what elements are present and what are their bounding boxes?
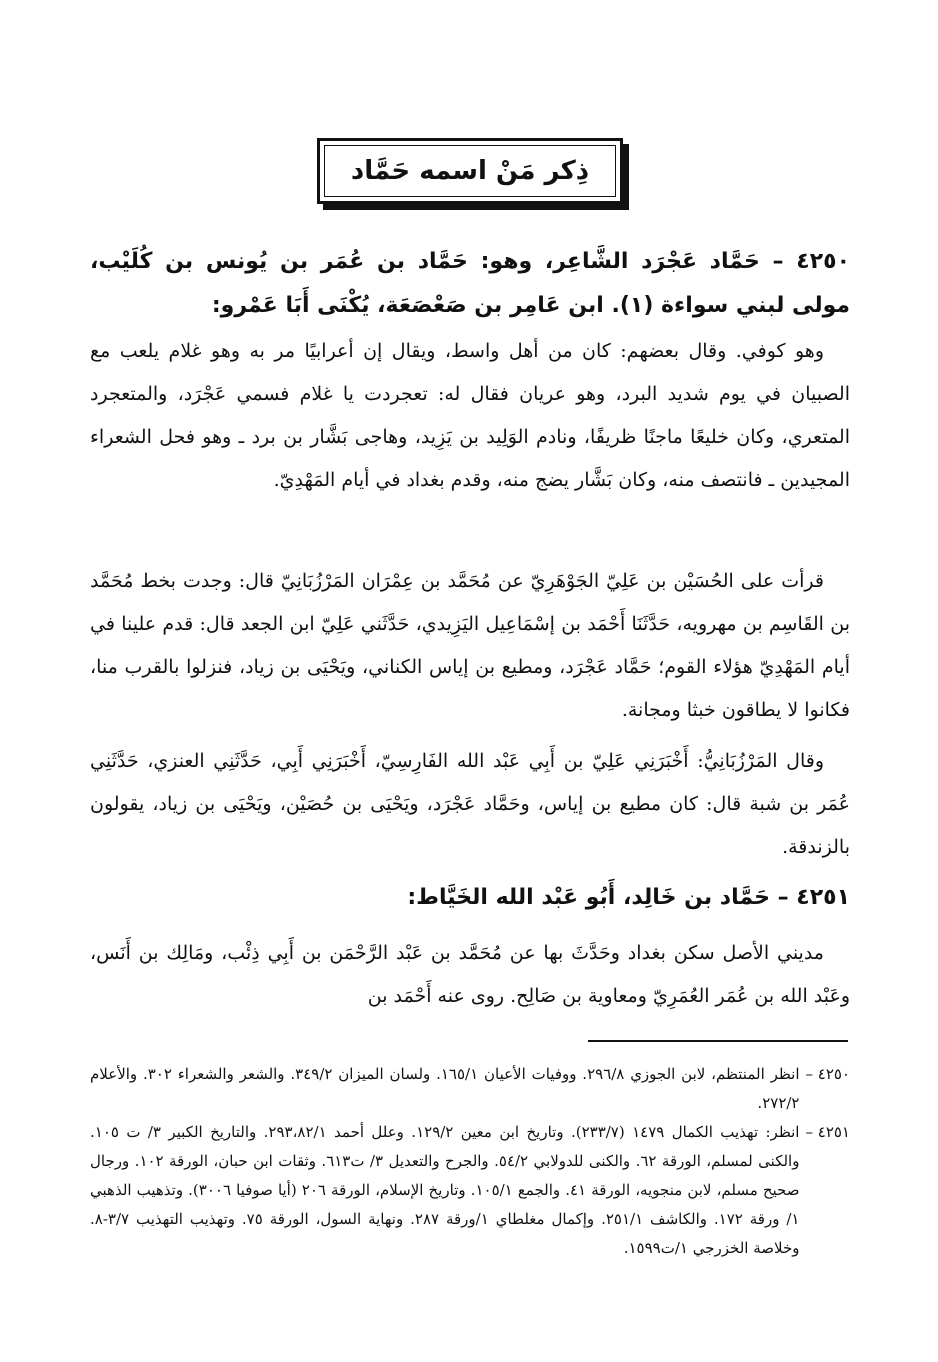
entry-title-4250: ٤٢٥٠ – حَمَّاد عَجْرَد الشَّاعِر، وهو: حَمَّاد بن عُمَر بن يُونس بن كُلَيْب، مولى لبني سواءة (١). ابن عَامِر بن صَعْصَعَة، يُكْنَى أَبَا عَمْرو: [90,249,850,318]
entry-4250-paragraph-2: قرأت على الحُسَيْن بن عَلِيّ الجَوْهَرِيّ عن مُحَمَّد بن عِمْرَان المَرْزُبَانِيّ قال: وجدت بخط مُحَمَّد بن القَاسِم بن مهرويه، حَدَّثَنَا أَحْمَد بن إسْمَاعِيل اليَزِيدي، حَدَّثَني عَلِيّ ابن الجعد قال: قدم علينا في أيام المَهْدِيّ هؤلاء القوم؛ حَمَّاد عَجْرَد، ومطيع بن إياس الكناني، ويَحْيَى بن زياد، فنزلوا بالقرب منا، فكانوا لا يطاقون خبثا ومجانة. [90,570,850,721]
section-heading-wrap [90,138,850,204]
entry-4250-paragraph-1: وهو كوفي. وقال بعضهم: كان من أهل واسط، ويقال إن أعرابيًا مر به وهو غلام يلعب مع الصبيان في يوم شديد البرد، وهو عريان فقال له: تعجردت يا غلام فسمي عَجْرَد، والمتعجرد المتعري، وكان خليعًا ماجنًا ظريفًا، ونادم الوَلِيد بن يَزِيد، وهاجى بَشَّار بن برد ـ وهو فحل الشعراء المجيدين ـ فانتصف منه، وكان بَشَّار يضج منه، وقدم بغداد في أيام المَهْدِيّ. [90,340,850,491]
section-heading: ذِكر مَنْ اسمه حَمَّاد [324,145,616,197]
entry-4250-paragraph-3: وقال المَرْزُبَانِيُّ: أَخْبَرَنِي عَلِيّ بن أَبِي عَبْد الله الفَارِسِيّ، أَخْبَرَنِي أَبِي، حَدَّثَنِي العنزي، حَدَّثَنِي عُمَر بن شبة قال: كان مطيع بن إياس، وحَمَّاد عَجْرَد، ويَحْيَى بن حُصَيْن، ويَحْيَى بن زياد، يقولون بالزندقة. [90,750,850,858]
footnotes [90,1060,850,1263]
footnote-number: ٤٢٥١ – [805,1123,850,1141]
footnote-number: ٤٢٥٠ – [805,1065,850,1083]
footnote-text: انظر المنتظم، لابن الجوزي ٢٩٦/٨. ووفيات الأعيان ١٦٥/١. ولسان الميزان ٣٤٩/٢. والشعر والشعراء ٣٠٢. والأعلام ٢٧٢/٢. [90,1065,800,1112]
section-heading-frame [317,138,623,204]
footnote-text: انظر: تهذيب الكمال ١٤٧٩ (٢٣٣/٧). وتاريخ ابن معين ١٢٩/٢. وعلل أحمد ٢٩٣،٨٢/١. والتاريخ الكبير ٣/ ت ١٠٥. والكنى لمسلم، الورقة ٦٢. والكنى للدولابي ٥٤/٢. والجرح والتعديل ٣/ ت٦١٣. وثقات ابن حبان، الورقة ١٠٢. ورجال صحيح مسلم، لابن منجويه، الورقة ٤١. والجمع ١٠٥/١. وتاريخ الإسلام، الورقة ٢٠٦ (أيا صوفيا ٣٠٠٦). وتذهيب الذهبي ١/ ورقة ١٧٢. والكاشف ٢٥١/١. وإكمال مغلطاي ١/ورقة ٢٨٧. ونهاية السول، الورقة ٧٥. وتهذيب التهذيب ٣/٧-٨. وخلاصة الخزرجي ١/ت١٥٩٩. [90,1123,800,1257]
entry-4251-paragraph-1: مديني الأصل سكن بغداد وحَدَّثَ بها عن مُحَمَّد بن عَبْد الرَّحْمَن بن أَبِي ذِئْب، ومَالِك بن أَنَس، وعَبْد الله بن عُمَر العُمَرِيّ ومعاوية بن صَالِح. روى عنه أَحْمَد بن [90,942,850,1007]
footnote-4250 [90,1060,850,1118]
entry-title-4251: ٤٢٥١ – حَمَّاد بن خَالِد، أَبُو عَبْد الله الخَيَّاط: [407,885,850,910]
footnote-separator [588,1040,848,1042]
footnote-4251 [90,1118,850,1263]
